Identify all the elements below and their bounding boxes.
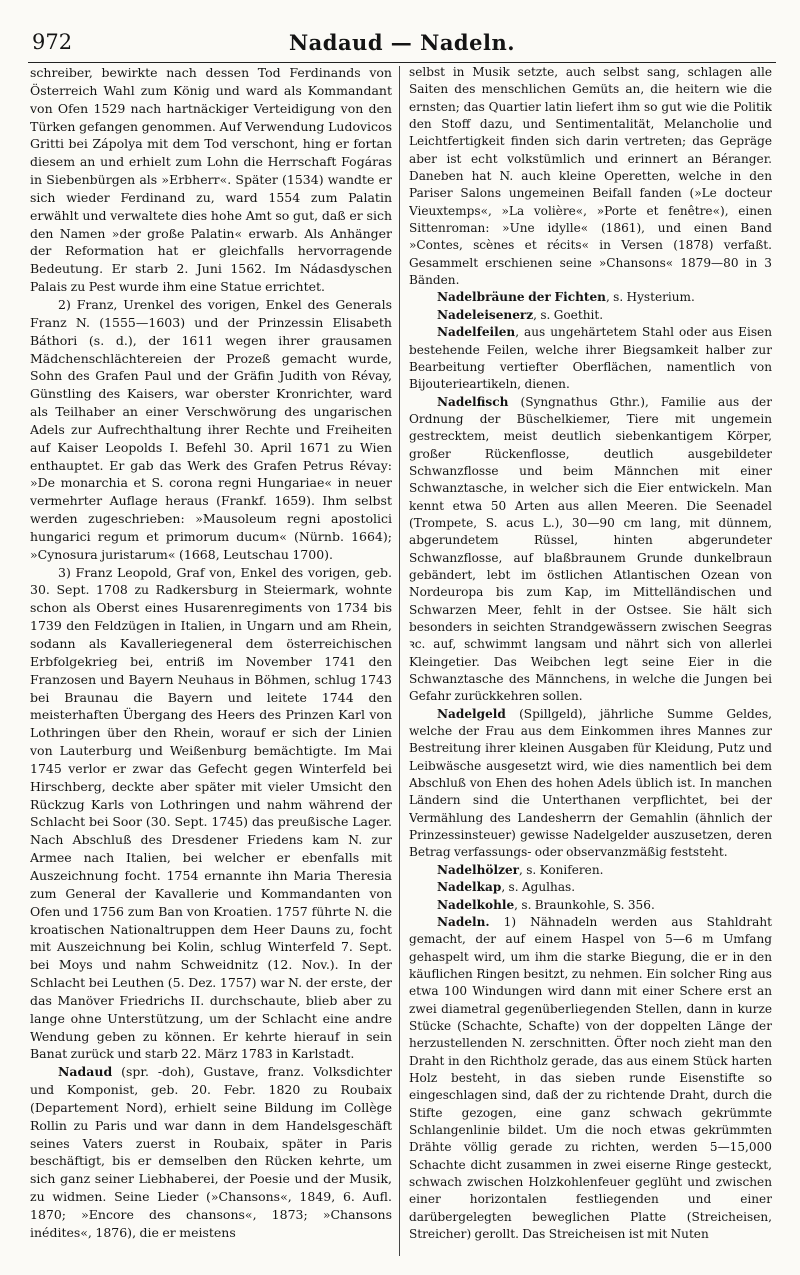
- entry-paragraph: Nadeln. 1) Nähnadeln werden aus Stahldraht gemacht, der auf einem Haspel von 5—6 m Umfang gehaspelt wird, um ihm die starke Biegung, die er in den käuflichen Ringen besitzt, zu nehmen. Ein solcher Ring aus etwa 100 Windungen wird dann mit einer Schere erst an zwei diametral gegenüberliegenden Stellen, dann in kurze Stücke (Schachte, Schafte) von der doppelten Länge der herzustellenden N. zerschnitten. Öfter noch zieht man den Draht in den Richtholz gerade, das aus einem Stück harten Holz besteht, in das sieben runde Eisenstifte so eingeschlagen sind, daß der zu richtende Draht, durch die Stifte gezogen, eine ganz schwach gekrümmte Schlangenlinie bildet. Um die noch etwas gekrümmten Drähte völlig gerade zu richten, werden 5—15,000 Schachte dicht zusammen in zwei eiserne Ringe gesteckt, schwach zwischen Holzkohlenfeuer geglüht und zwischen einer horizontalen festliegenden und einer darübergelegten beweglichen Platte (Streicheisen, Streicher) gerollt. Das Streicheisen ist mit Nuten: [409, 914, 772, 1242]
- header-rule: [28, 62, 776, 63]
- entry-paragraph: selbst in Musik setzte, auch selbst sang, schlagen alle Saiten des menschlichen Gemüts an, die heitern wie die ernsten; das Quartier latin liefert ihm so gut wie die Politik den Stoff dazu, und Sentimentalität, Melancholie und Leichtfertigkeit finden sich darin vertreten; das Gepräge aber ist echt volkstümlich und erinnert an Béranger. Daneben hat N. auch kleine Operetten, welche in den Pariser Salons ungemeinen Beifall fanden (»Le docteur Vieuxtemps«, »La volière«, »Porte et fenêtre«), einen Sittenroman: »Une idylle« (1861), und einen Band »Contes, scènes et récits« in Versen (1878) verfaßt. Gesammelt erschienen seine »Chansons« 1879—80 in 3 Bänden.: [409, 65, 772, 288]
- right-column: [409, 64, 772, 1256]
- entry-paragraph: 2) Franz, Urenkel des vorigen, Enkel des Generals Franz N. (1555—1603) und der Prinzessin Elisabeth Báthori (s. d.), der 1611 wegen ihrer grausamen Mädchenschlächtereien der Prozeß gemacht wurde, Sohn des Grafen Paul und der Gräfin Judith von Révay, Günstling des Kaisers, war oberster Kronrichter, ward als Teilhaber an einer Verschwörung des ungarischen Adels zur Aufrechthaltung ihrer Rechte und Freiheiten auf Kaiser Leopolds I. Befehl 30. April 1671 zu Wien enthauptet. Er gab das Werk des Grafen Petrus Révay: »De monarchia et S. corona regni Hungariae« in neuer vermehrter Auflage heraus (Frankf. 1659). Ihm selbst werden zugeschrieben: »Mausoleum regni apostolici hungarici regum et primorum ducum« (Nürnb. 1664); »Cynosura juristarum« (1668, Leutschau 1700).: [30, 296, 392, 562]
- entry-paragraph: schreiber, bewirkte nach dessen Tod Ferdinands von Österreich Wahl zum König und ward als Kommandant von Ofen 1529 nach hartnäckiger Verteidigung von den Türken gefangen genommen. Auf Verwendung Ludovicos Gritti bei Zápolya mit dem Tod verschont, hing er fortan diesem an und erhielt zum Lohn die Herrschaft Fogáras in Siebenbürgen als »Erbherr«. Später (1534) wandte er sich wieder Ferdinand zu, ward 1554 zum Palatin erwählt und verwaltete dies hohe Amt so gut, daß er sich den Namen »der große Palatin« erwarb. Als Anhänger der Reformation hat er gleichfalls hervorragende Bedeutung. Er starb 2. Juni 1562. Im Nádasdyschen Palais zu Pest wurde ihm eine Statue errichtet.: [30, 65, 392, 295]
- entry-paragraph: 3) Franz Leopold, Graf von, Enkel des vorigen, geb. 30. Sept. 1708 zu Radkersburg in Steiermark, wohnte schon als Oberst eines Husarenregiments von 1734 bis 1739 den Feldzügen in Italien, in Ungarn und am Rhein, sodann als Kavalleriegeneral dem österreichischen Erbfolgekrieg bei, entriß im November 1741 den Franzosen und Bayern Neuhaus in Böhmen, schlug 1743 bei Braunau die Bayern und leitete 1744 den meisterhaften Übergang des Heers des Prinzen Karl von Lothringen über den Rhein, worauf er sich der Linien von Lauterburg und Weißenburg bemächtigte. Im Mai 1745 verlor er zwar das Gefecht gegen Winterfeld bei Hirschberg, deckte aber später mit vieler Umsicht den Rückzug Karls von Lothringen und nahm während der Schlacht bei Soor (30. Sept. 1745) das preußische Lager. Nach Abschluß des Dresdener Friedens kam N. zur Armee nach Italien, bei welcher er ebenfalls mit Auszeichnung focht. 1754 ernannte ihn Maria Theresia zum General der Kavallerie und Kommandanten von Ofen und 1756 zum Ban von Kroatien. 1757 führte N. die kroatischen Nationaltruppen dem Heer Dauns zu, focht mit Auszeichnung bei Kolin, schlug Winterfeld 7. Sept. bei Moys und nahm Schweidnitz (12. Nov.). In der Schlacht bei Leuthen (5. Dez. 1757) war N. der erste, der das Manöver Friedrichs II. durchschaute, blieb aber zu lange ohne Unterstützung, um der Schlacht eine andre Wendung geben zu können. Er kehrte hierauf in sein Banat zurück und starb 22. März 1783 in Karlstadt.: [30, 564, 392, 1062]
- entry-paragraph: Nadelkohle, s. Braunkohle, S. 356.: [437, 897, 655, 912]
- entry-paragraph: Nadelfisch (Syngnathus Gthr.), Familie aus der Ordnung der Büschelkiemer, Tiere mit ungemein gestrecktem, meist deutlich siebenkantigem Körper, großer Rückenflosse, deutlich ausgebildeter Schwanzflosse und beim Männchen mit einer Schwanztasche, in welcher sich die Eier entwickeln. Man kennt etwa 50 Arten aus allen Meeren. Die Seenadel (Trompete, S. acus L.), 30—90 cm lang, mit dünnem, abgerundetem Rüssel, hinten abgerundeter Schwanzflosse, auf blaßbraunem Grunde dunkelbraun gebändert, lebt im östlichen Atlantischen Ozean von Nordeuropa bis zum Kap, im Mittelländischen und Schwarzen Meer, fehlt in der Ostsee. Sie hält sich besonders in seichten Strandgewässern zwischen Seegras ꝛc. auf, schwimmt langsam und nährt sich von allerlei Kleingetier. Das Weibchen legt seine Eier in die Schwanztasche des Männchens, in welche die Jungen bei Gefahr zurückkehren sollen.: [409, 394, 772, 704]
- column-divider: [399, 66, 400, 1256]
- page-number: 972: [32, 30, 73, 54]
- entry-headword: Nadelkohle: [437, 897, 515, 912]
- entry-paragraph: Nadaud (spr. -doh), Gustave, franz. Volksdichter und Komponist, geb. 20. Febr. 1820 zu Roubaix (Departement Nord), erhielt seine Bildung im Collège Rollin zu Paris und war dann in dem Handelsgeschäft seines Vaters zuerst in Roubaix, später in Paris beschäftigt, bis er demselben den Rücken kehrte, um sich ganz seiner Liebhaberei, der Poesie und der Musik, zu widmen. Seine Lieder (»Chansons«, 1849, 6. Aufl. 1870; »Encore des chansons«, 1873; »Chansons inédites«, 1876), die er meistens: [30, 1064, 392, 1240]
- entry-paragraph: Nadelhölzer, s. Koniferen.: [437, 862, 604, 877]
- entry-headword: Nadelgeld: [437, 706, 506, 721]
- running-title: Nadaud — Nadeln.: [288, 30, 516, 55]
- entry-headword: Nadeleisenerz: [437, 307, 534, 322]
- entry-headword: Nadelkap: [437, 880, 502, 895]
- page-header: [28, 26, 776, 60]
- entry-headword: Nadelhölzer: [437, 862, 520, 877]
- entry-paragraph: Nadelgeld (Spillgeld), jährliche Summe Geldes, welche der Frau aus dem Einkommen ihres Mannes zur Bestreitung ihrer kleinen Ausgaben für Kleidung, Putz und Leibwäsche ausgesetzt wird, wie dies namentlich bei dem Abschluß von Ehen des hohen Adels üblich ist. In manchen Ländern sind die Unterthanen verpflichtet, bei der Vermählung des Landesherrn der Gemahlin (ähnlich der Prinzessinsteuer) gewisse Nadelgelder auszusetzen, deren Betrag verfassungs- oder observanzmäßig feststeht.: [409, 706, 772, 860]
- entry-paragraph: Nadelkap, s. Agulhas.: [437, 880, 576, 895]
- entry-paragraph: Nadeleisenerz, s. Goethit.: [437, 307, 604, 322]
- entry-paragraph: Nadelbräune der Fichten, s. Hysterium.: [437, 290, 695, 305]
- entry-headword: Nadaud: [58, 1064, 113, 1080]
- entry-headword: Nadeln.: [437, 914, 490, 929]
- entry-headword: Nadelfisch: [437, 394, 509, 409]
- entry-headword: Nadelbräune der Fichten: [437, 290, 606, 305]
- left-column: [30, 64, 392, 1256]
- entry-headword: Nadelfeilen: [437, 325, 516, 340]
- entry-paragraph: Nadelfeilen, aus ungehärtetem Stahl oder aus Eisen bestehende Feilen, welche ihrer Biegsamkeit halber zur Bearbeitung vertiefter Oberflächen, namentlich von Bijouterieartikeln, dienen.: [409, 325, 772, 392]
